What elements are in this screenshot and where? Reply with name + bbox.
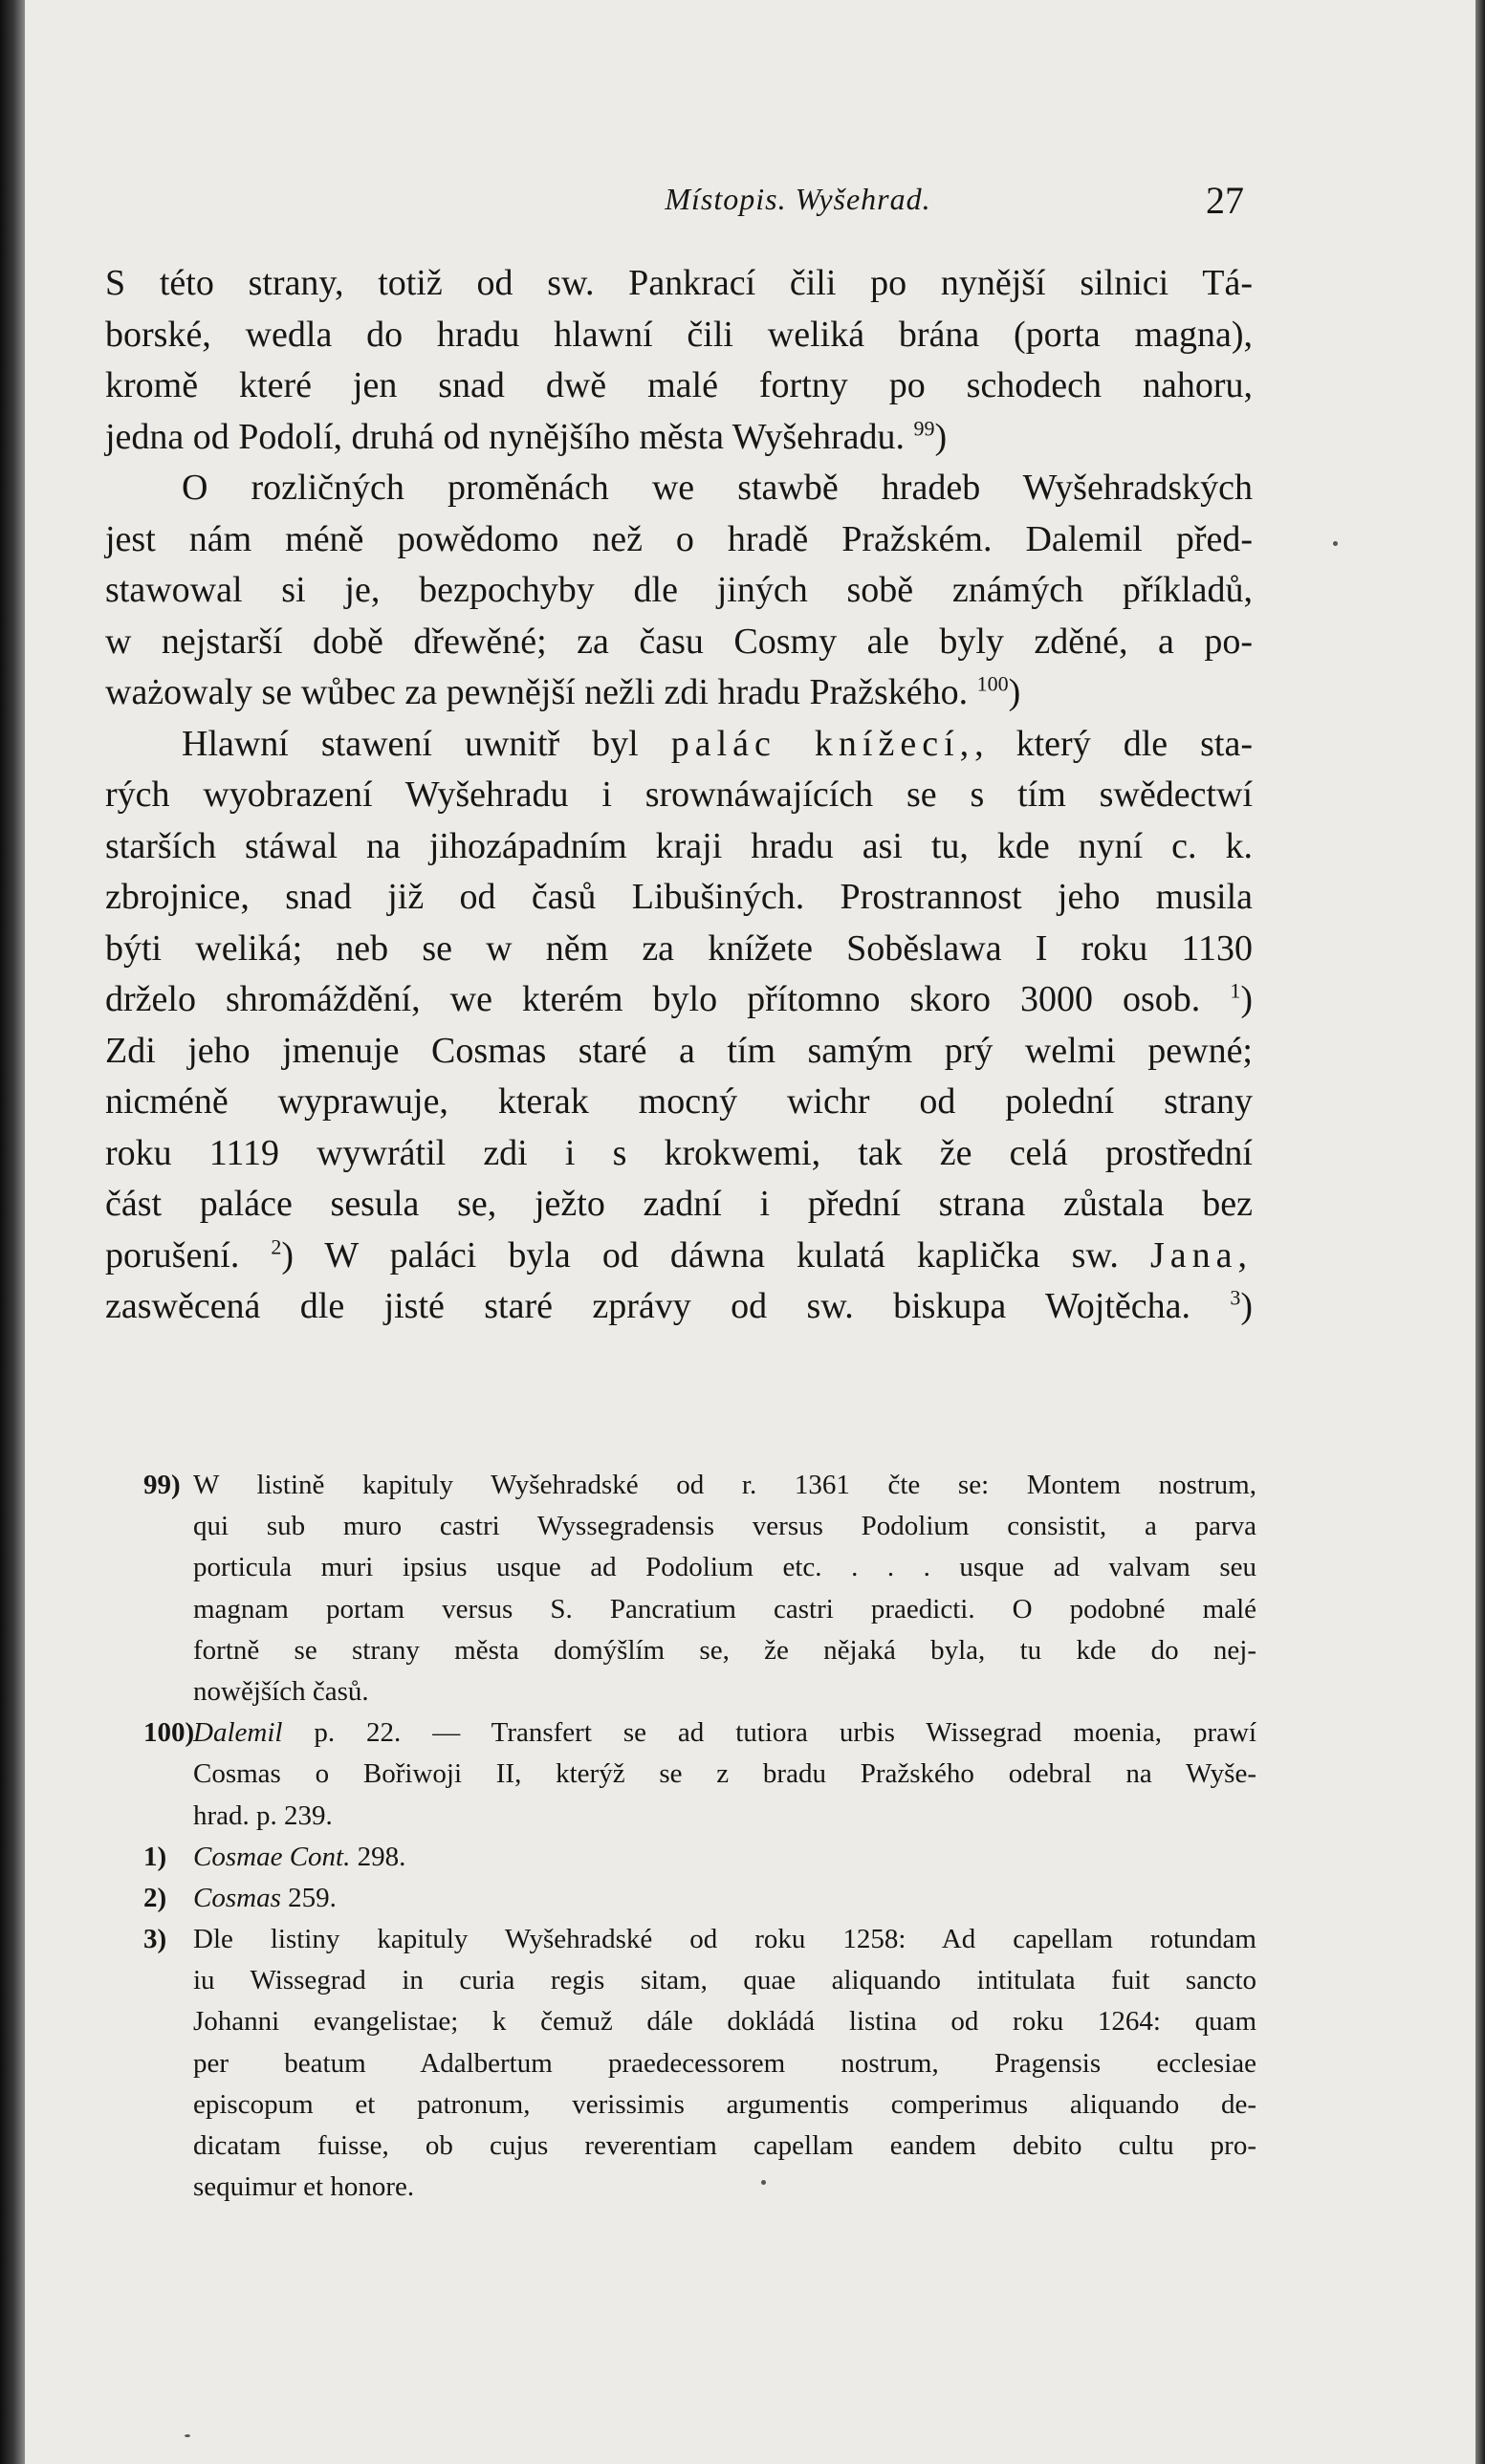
text-line: roku 1119 wywrátil zdi i s krokwemi, tak že celá prostřední — [105, 1132, 1253, 1173]
body-text — [105, 258, 1253, 1333]
page-number: 27 — [1206, 179, 1244, 222]
text-line: jest nám méně powědomo než o hradě Pražském. Dalemil před- — [105, 518, 1253, 559]
footnotes — [143, 1465, 1256, 2208]
footnote-line: episcopum et patronum, verissimis argumentis comperimus aliquando de- — [193, 2088, 1256, 2120]
text-line: část paláce sesula se, ježto zadní i přední strana zůstala bez — [105, 1184, 1253, 1224]
footnote-line: sequimur et honore. — [193, 2171, 415, 2203]
text-line: Hlawní stawení uwnitř byl palác knížecí,, který dle sta- — [182, 723, 1254, 764]
footnote-3 — [143, 1919, 1256, 2208]
text-line: býti weliká; neb se w něm za knížete Soběslawa I roku 1130 — [105, 927, 1253, 969]
page-header — [25, 179, 1475, 228]
text-line: Zdi jeho jmenuje Cosmas staré a tím samým prý welmi pewné; — [105, 1030, 1253, 1071]
text-line: S této strany, totiž od sw. Pankrací čili po nynější silnici Tá- — [105, 263, 1253, 303]
footnote-line: hrad. p. 239. — [193, 1799, 333, 1831]
footnote-line: porticula muri ipsius usque ad Podolium etc. . . . usque ad valvam seu — [193, 1552, 1256, 1583]
text-line: nicméně wyprawuje, kterak mocný wichr od polední strany — [105, 1081, 1253, 1122]
footnote-line: Cosmas o Bořiwoji II, kterýž se z bradu Pražského odebral na Wyše- — [193, 1758, 1256, 1790]
text-line: kromě které jen snad dwě malé fortny po schodech nahoru, — [105, 365, 1253, 405]
paper-speck — [761, 2180, 766, 2185]
footnote-line: Cosmae Cont. 298. — [193, 1841, 406, 1872]
footnote-reference[interactable]: 3 — [1230, 1285, 1241, 1310]
footnote-line: iu Wissegrad in curia regis sitam, quae aliquando intitulata fuit sancto — [193, 1965, 1256, 1996]
book-page — [25, 0, 1475, 2464]
text-line: O rozličných proměnách we stawbě hradeb Wyšehradských — [182, 468, 1253, 508]
text-line: rých wyobrazení Wyšehradu i srownáwajících se s tím swědectwí — [105, 774, 1253, 815]
paper-speck — [185, 2434, 190, 2437]
footnote-line: W listině kapituly Wyšehradské od r. 1361 čte se: Montem nostrum, — [193, 1470, 1256, 1500]
footnote-line: dicatam fuisse, ob cujus reverentiam capellam eandem debito cultu pro- — [193, 2130, 1256, 2161]
text-line: w nejstarší době dřewěné; za času Cosmy ale byly zděné, a po- — [105, 621, 1253, 662]
footnote-marker: 1) — [143, 1841, 167, 1872]
footnote-reference[interactable]: 1 — [1230, 978, 1241, 1003]
footnote-100 — [143, 1712, 1256, 1837]
text-line: ważowaly se wůbec za pewnější nežli zdi hradu Pražského. $^{100}$) — [105, 671, 1021, 712]
footnote-reference[interactable]: 100 — [976, 671, 1009, 696]
footnote-line: nowějších časů. — [193, 1675, 369, 1707]
footnote-99 — [143, 1465, 1256, 1712]
text-line: zaswěcená dle jisté staré zprávy od sw. biskupa Wojtěcha. $^3$) — [105, 1285, 1253, 1326]
text-line: zbrojnice, snad již od časů Libušiných. Prostrannost jeho musila — [105, 877, 1253, 917]
footnote-line: Cosmas 259. — [193, 1882, 337, 1913]
footnote-line: qui sub muro castri Wyssegradensis versus Podolium consistit, a parva — [193, 1511, 1256, 1542]
footnote-marker: 3) — [143, 1924, 167, 1955]
footnote-marker: 99) — [143, 1470, 181, 1500]
page-edge-shadow — [1475, 0, 1485, 2464]
footnote-line: Johanni evangelistae; k čemuž dále dokládá listina od roku 1264: quam — [193, 2006, 1256, 2038]
footnote-reference[interactable]: 99 — [913, 415, 935, 440]
text-line: borské, wedla do hradu hlawní čili weliká brána (porta magna), — [105, 314, 1253, 355]
book-spine-shadow — [0, 0, 25, 2464]
footnote-2 — [143, 1878, 1256, 1919]
emphasized-term: palác knížecí, — [670, 723, 975, 764]
text-line: starších stáwal na jihozápadním kraji hradu asi tu, kde nyní c. k. — [105, 825, 1253, 866]
footnote-line: magnam portam versus S. Pancratium castri praedicti. O podobné malé — [193, 1593, 1256, 1624]
footnote-line: Dle listiny kapituly Wyšehradské od roku 1258: Ad capellam rotundam — [193, 1924, 1256, 1955]
footnote-1 — [143, 1837, 1256, 1878]
text-line: jedna od Podolí, druhá od nynějšího města Wyšehradu. $^{99}$) — [105, 415, 948, 457]
text-line: stawowal si je, bezpochyby dle jiných sobě známých příkladů, — [105, 570, 1253, 610]
footnote-line: per beatum Adalbertum praedecessorem nostrum, Pragensis ecclesiae — [193, 2047, 1256, 2079]
running-title: Místopis. Wyšehrad. — [665, 182, 931, 216]
text-line: porušení. $^2$) W paláci byla od dáwna kulatá kaplička sw. Jana, — [105, 1233, 1253, 1276]
footnote-marker: 2) — [143, 1882, 167, 1913]
text-line: drželo shromáždění, we kterém bylo přítomno skoro 3000 osob. $^1$) — [105, 978, 1254, 1019]
footnote-marker: 100) — [143, 1717, 195, 1749]
paper-speck — [1333, 541, 1338, 546]
emphasized-term: Jana, — [1149, 1234, 1253, 1276]
footnote-line: Dalemil p. 22. — Transfert se ad tutiora urbis Wissegrad moenia, prawí — [193, 1717, 1256, 1749]
footnote-line: fortně se strany města domýšlím se, že nějaká byla, tu kde do nej- — [193, 1634, 1256, 1666]
footnote-reference[interactable]: 2 — [271, 1233, 282, 1258]
